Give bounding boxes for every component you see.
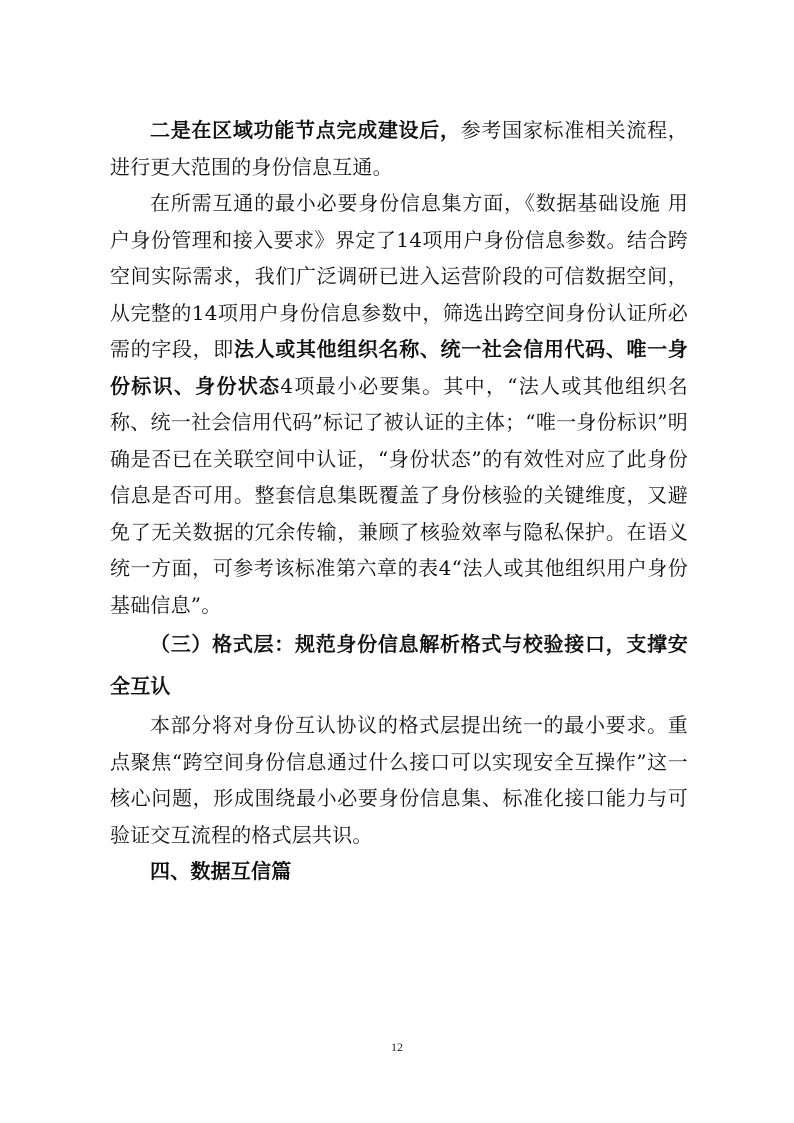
paragraph-text: 在所需互通的最小必要身份信息集方面，《数据基础设施 用户身份管理和接入要求》界定了14项用户身份信息参数。结合跨空间实际需求，我们广泛调研已进入运营阶段的可信数据空间，从完整的14项用户身份信息参数中，筛选出跨空间身份认证所必需的字段，即 <box>110 191 688 361</box>
page-number: 12 <box>391 1040 403 1054</box>
paragraph-bold-fields: 法人或其他组织名称、统一社会信用代码、唯一身份标识、身份状态 <box>110 337 689 398</box>
paragraph-text: 参考国家标准相关流程，进行更大范围的身份信息互通。 <box>110 118 689 179</box>
paragraph-second-point <box>110 112 688 185</box>
document-body <box>110 112 688 890</box>
paragraph-bold-lead: 二是在区域功能节点完成建设后， <box>150 118 461 142</box>
section-heading-format-layer: （三）格式层：规范身份信息解析格式与校验接口，支撑安全互认 <box>110 632 688 698</box>
chapter-heading-data-trust: 四、数据互信篇 <box>150 859 292 883</box>
paragraph-format-layer: 本部分将对身份互认协议的格式层提出统一的最小要求。重点聚焦“跨空间身份信息通过什么接口可以实现安全互操作”这一核心问题，形成围绕最小必要身份信息集、标准化接口能力与可验证交互流程的格式层共识。 <box>110 713 688 847</box>
paragraph-text-rest: 4项最小必要集。其中，“法人或其他组织名称、统一社会信用代码”标记了被认证的主体；“唯一身份标识”明确是否已在关联空间中认证，“身份状态”的有效性对应了此身份信息是否可用。整套信息集既覆盖了身份核验的关键维度，又避免了无关数据的冗余传输，兼顾了核验效率与隐私保护。在语义统一方面，可参考该标准第六章的表4“法人或其他组织用户身份基础信息”。 <box>110 373 688 617</box>
paragraph-identity-set <box>110 185 688 623</box>
